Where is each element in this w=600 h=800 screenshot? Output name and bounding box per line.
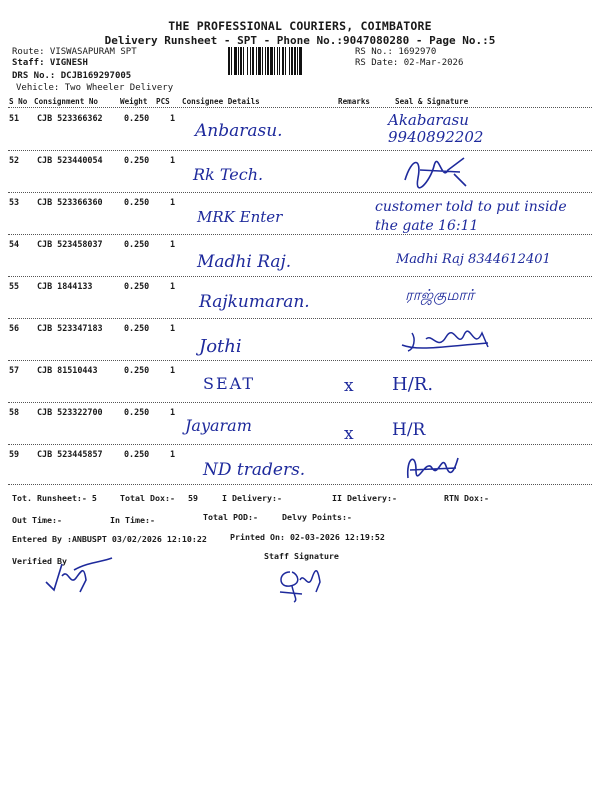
row-consignment: CJB 523458037 xyxy=(37,239,103,249)
total-pod: Total POD:- xyxy=(203,512,258,522)
staff-signature xyxy=(272,562,332,608)
row-consignment: CJB 523347183 xyxy=(37,323,103,333)
entered-by: Entered By :ANBUSPT 03/02/2026 12:10:22 xyxy=(12,534,207,544)
row-consignment: CJB 523445857 xyxy=(37,449,103,459)
row-sno: 54 xyxy=(9,239,20,249)
staff-signature-label: Staff Signature xyxy=(264,551,339,561)
row-consignment: CJB 523440054 xyxy=(37,155,103,165)
row-divider xyxy=(8,402,592,403)
row-divider xyxy=(8,484,592,485)
row-sno: 52 xyxy=(9,155,20,165)
row-remarks: x xyxy=(344,376,354,396)
row-divider xyxy=(8,150,592,151)
verified-by-label: Verified By xyxy=(12,556,67,566)
row-seal: H/R. xyxy=(392,374,434,395)
row-weight: 0.250 xyxy=(124,449,150,459)
row-pcs: 1 xyxy=(170,323,176,333)
row-consignee: Anbarasu. xyxy=(195,121,283,141)
col-consignment: Consignment No xyxy=(34,97,99,106)
row-sno: 55 xyxy=(9,281,20,291)
row-weight: 0.250 xyxy=(124,281,150,291)
row-seal: ராஜ்குமார் xyxy=(405,286,475,304)
col-sno: S No xyxy=(9,97,28,106)
row-pcs: 1 xyxy=(170,155,176,165)
row-sno: 53 xyxy=(9,197,20,207)
row-divider xyxy=(8,360,592,361)
row-consignee: SEAT xyxy=(203,374,255,393)
in-time: In Time:- xyxy=(110,515,155,525)
total-dox-label: Total Dox:- xyxy=(120,493,175,503)
row-seal: H/R xyxy=(392,420,426,440)
runsheet-title: Delivery Runsheet - SPT - Phone No.:9047080280 - Page No.:5 xyxy=(104,34,496,47)
signature-mark xyxy=(400,152,470,194)
verifier-signature xyxy=(40,556,120,600)
row-consignee: ND traders. xyxy=(203,460,306,480)
row-pcs: 1 xyxy=(170,407,176,417)
col-consignee: Consignee Details xyxy=(182,97,260,106)
row-weight: 0.250 xyxy=(124,155,150,165)
rtn-dox: RTN Dox:- xyxy=(444,493,489,503)
row-pcs: 1 xyxy=(170,113,176,123)
signature-mark xyxy=(398,325,498,361)
row-sno: 58 xyxy=(9,407,20,417)
row-weight: 0.250 xyxy=(124,197,150,207)
total-dox-value: 59 xyxy=(188,493,198,503)
row-divider xyxy=(8,234,592,235)
row-sno: 59 xyxy=(9,449,20,459)
row-divider xyxy=(8,276,592,277)
row-sno: 51 xyxy=(9,113,20,123)
row-consignment: CJB 523366362 xyxy=(37,113,103,123)
row-divider xyxy=(8,318,592,319)
row-consignee: Rk Tech. xyxy=(193,165,264,184)
row-consignment: CJB 523322700 xyxy=(37,407,103,417)
row-consignee: Jothi xyxy=(199,336,242,357)
printed-on: Printed On: 02-03-2026 12:19:52 xyxy=(230,532,385,542)
row-consignee: Madhi Raj. xyxy=(197,252,292,272)
row-seal: Madhi Raj 8344612401 xyxy=(396,252,551,267)
delvy-points: Delvy Points:- xyxy=(282,512,352,522)
header-divider xyxy=(8,107,592,108)
ii-delivery: II Delivery:- xyxy=(332,493,397,503)
col-weight: Weight xyxy=(120,97,148,106)
row-consignment: CJB 81510443 xyxy=(37,365,98,375)
row-weight: 0.250 xyxy=(124,407,150,417)
rs-number: RS No.: 1692970 xyxy=(355,47,437,57)
row-seal: customer told to put inside the gate 16:11 xyxy=(375,199,567,234)
col-pcs: PCS xyxy=(156,97,170,106)
row-pcs: 1 xyxy=(170,197,176,207)
row-consignee: Rajkumaran. xyxy=(199,292,310,312)
tot-runsheet: Tot. Runsheet:- 5 xyxy=(12,493,97,503)
out-time: Out Time:- xyxy=(12,515,62,525)
col-seal: Seal & Signature xyxy=(395,97,469,106)
rs-date: RS Date: 02-Mar-2026 xyxy=(355,58,464,68)
row-weight: 0.250 xyxy=(124,239,150,249)
barcode xyxy=(228,47,350,75)
row-consignee: MRK Enter xyxy=(197,208,283,226)
vehicle-label: Vehicle: Two Wheeler Delivery xyxy=(16,83,174,93)
company-name: THE PROFESSIONAL COURIERS, COIMBATORE xyxy=(168,19,432,33)
row-consignment: CJB 1844133 xyxy=(37,281,93,291)
row-divider xyxy=(8,444,592,445)
staff-label: Staff: VIGNESH xyxy=(12,58,88,68)
row-remarks: x xyxy=(344,424,354,444)
row-consignment: CJB 523366360 xyxy=(37,197,103,207)
drs-number: DRS No.: DCJB169297005 xyxy=(12,71,132,81)
col-remarks: Remarks xyxy=(338,97,371,106)
row-weight: 0.250 xyxy=(124,365,150,375)
signature-mark xyxy=(402,448,462,486)
row-divider xyxy=(8,192,592,193)
row-sno: 57 xyxy=(9,365,20,375)
row-pcs: 1 xyxy=(170,239,176,249)
i-delivery: I Delivery:- xyxy=(222,493,282,503)
row-seal: Akabarasu 9940892202 xyxy=(388,111,484,146)
row-consignee: Jayaram xyxy=(185,416,252,435)
route-label: Route: VISWASAPURAM SPT xyxy=(12,47,137,57)
row-sno: 56 xyxy=(9,323,20,333)
row-weight: 0.250 xyxy=(124,323,150,333)
row-pcs: 1 xyxy=(170,281,176,291)
row-pcs: 1 xyxy=(170,365,176,375)
row-weight: 0.250 xyxy=(124,113,150,123)
row-pcs: 1 xyxy=(170,449,176,459)
